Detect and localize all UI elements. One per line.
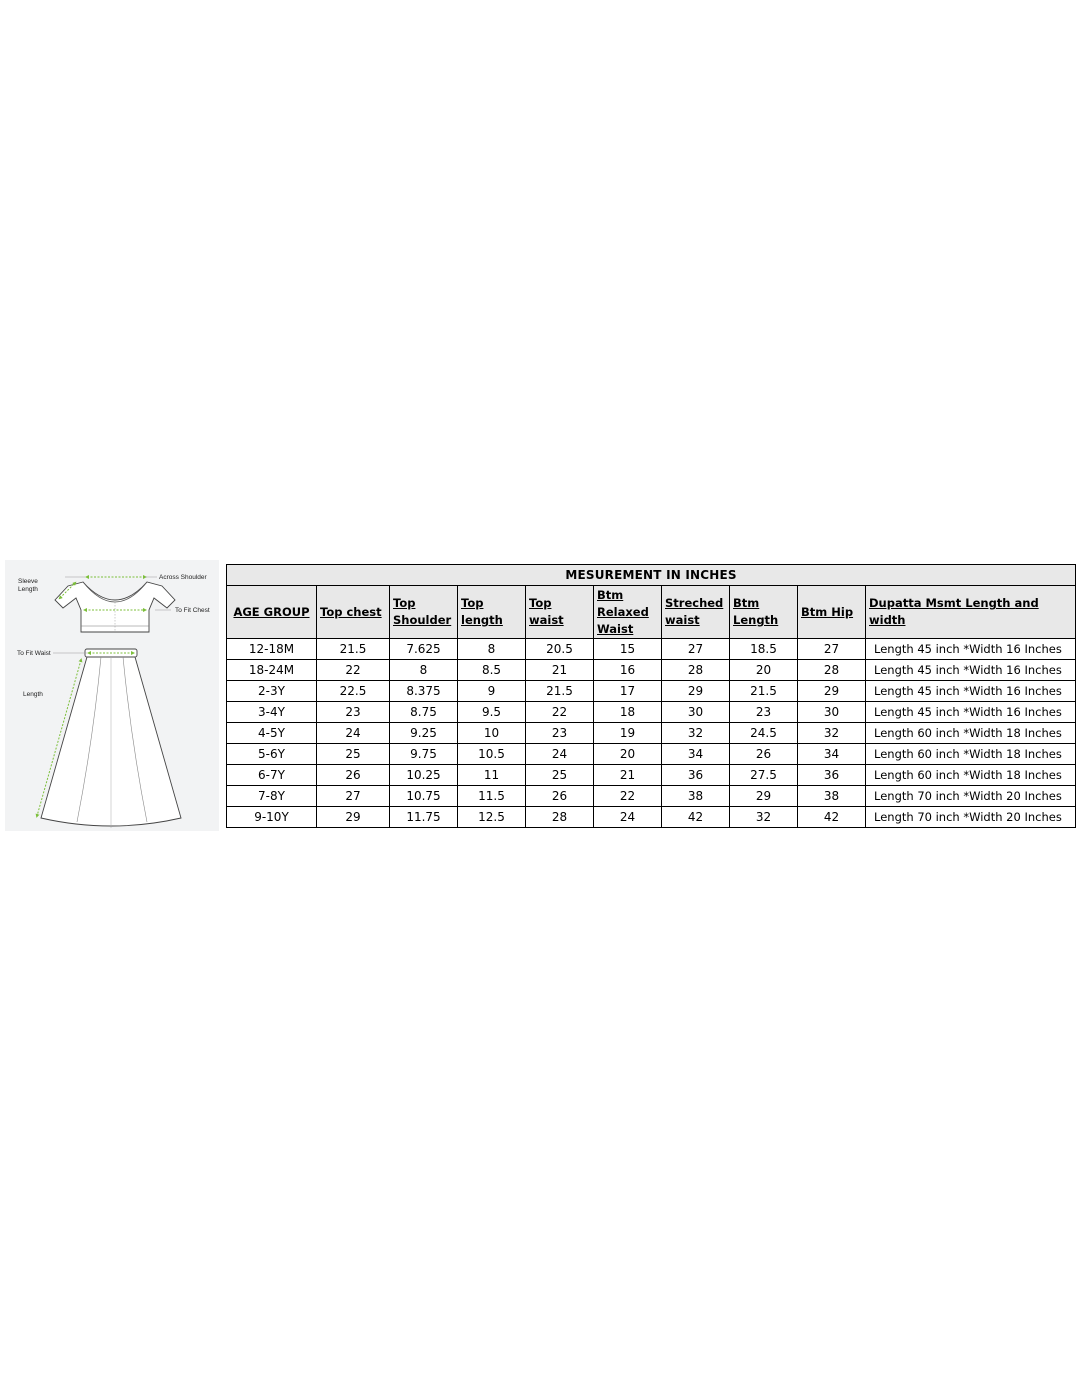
- table-row: [227, 786, 1076, 807]
- measurement-cell: 24: [594, 807, 662, 828]
- measurement-cell: 9.5: [458, 702, 526, 723]
- measurement-cell: 11: [458, 765, 526, 786]
- measurement-cell: 28: [662, 660, 730, 681]
- length-label: Length: [23, 691, 43, 698]
- measurement-cell: 26: [730, 744, 798, 765]
- measurement-cell: 8: [458, 639, 526, 660]
- column-header: [662, 586, 730, 639]
- table-row: [227, 639, 1076, 660]
- dupatta-size-cell: Length 60 inch *Width 18 Inches: [866, 723, 1076, 744]
- column-header-label: Length: [733, 613, 779, 627]
- dupatta-size-cell: Length 45 inch *Width 16 Inches: [866, 639, 1076, 660]
- table-title: MESUREMENT IN INCHES: [227, 565, 1076, 586]
- measurement-cell: 18.5: [730, 639, 798, 660]
- measurement-cell: 27.5: [730, 765, 798, 786]
- measurement-cell: 36: [662, 765, 730, 786]
- table-row: [227, 660, 1076, 681]
- measurement-cell: 17: [594, 681, 662, 702]
- column-header-label: Dupatta Msmt Length and width: [869, 596, 1039, 627]
- measurement-cell: 21.5: [317, 639, 390, 660]
- dupatta-size-cell: Length 60 inch *Width 18 Inches: [866, 744, 1076, 765]
- measurement-cell: 8.75: [390, 702, 458, 723]
- measurement-cell: 26: [526, 786, 594, 807]
- age-group-cell: 6-7Y: [227, 765, 317, 786]
- measurement-cell: 11.5: [458, 786, 526, 807]
- measurement-cell: 18: [594, 702, 662, 723]
- measurement-cell: 32: [798, 723, 866, 744]
- measurement-cell: 30: [798, 702, 866, 723]
- measurement-cell: 42: [798, 807, 866, 828]
- sleeve-length-label: Sleeve Length: [18, 578, 38, 593]
- measurement-cell: 21: [594, 765, 662, 786]
- measurement-cell: 23: [526, 723, 594, 744]
- measurement-cell: 32: [730, 807, 798, 828]
- measurement-cell: 11.75: [390, 807, 458, 828]
- measurement-cell: 21.5: [730, 681, 798, 702]
- table-row: [227, 723, 1076, 744]
- measurement-cell: 16: [594, 660, 662, 681]
- age-group-cell: 5-6Y: [227, 744, 317, 765]
- column-header-label: Shoulder: [393, 613, 452, 627]
- measurement-cell: 28: [526, 807, 594, 828]
- measurement-cell: 28: [798, 660, 866, 681]
- measurement-cell: 21: [526, 660, 594, 681]
- measurement-cell: 8: [390, 660, 458, 681]
- dupatta-size-cell: Length 70 inch *Width 20 Inches: [866, 786, 1076, 807]
- blouse-illustration: [55, 582, 175, 632]
- measurement-cell: 10.25: [390, 765, 458, 786]
- measurement-cell: 24.5: [730, 723, 798, 744]
- column-header-label: Top length: [461, 596, 503, 627]
- column-header: [594, 586, 662, 639]
- measurement-cell: 10.75: [390, 786, 458, 807]
- measurement-cell: 20.5: [526, 639, 594, 660]
- measurement-cell: 32: [662, 723, 730, 744]
- measurement-cell: 8.375: [390, 681, 458, 702]
- measurement-cell: 22: [317, 660, 390, 681]
- column-header-label: waist: [665, 613, 700, 627]
- measurement-cell: 24: [317, 723, 390, 744]
- measurement-cell: 9.25: [390, 723, 458, 744]
- age-group-cell: 4-5Y: [227, 723, 317, 744]
- measurement-cell: 27: [662, 639, 730, 660]
- measurement-cell: 23: [317, 702, 390, 723]
- column-header: [730, 586, 798, 639]
- measurement-cell: 8.5: [458, 660, 526, 681]
- column-header: [317, 586, 390, 639]
- measurement-cell: 38: [798, 786, 866, 807]
- table-row: [227, 765, 1076, 786]
- measurement-cell: 29: [317, 807, 390, 828]
- measurement-cell: 12.5: [458, 807, 526, 828]
- skirt-illustration: [41, 649, 181, 828]
- table-body: [227, 639, 1076, 828]
- age-group-cell: 12-18M: [227, 639, 317, 660]
- measurement-cell: 10: [458, 723, 526, 744]
- measurement-cell: 7.625: [390, 639, 458, 660]
- measurement-cell: 34: [662, 744, 730, 765]
- table-row: [227, 744, 1076, 765]
- column-header: [390, 586, 458, 639]
- measurement-cell: 25: [526, 765, 594, 786]
- column-header-label: Relaxed: [597, 604, 649, 619]
- age-group-cell: 18-24M: [227, 660, 317, 681]
- across-shoulder-label: Across Shoulder: [159, 574, 207, 581]
- column-header-label: Top chest: [320, 604, 382, 619]
- measurement-cell: 29: [798, 681, 866, 702]
- table-row: [227, 681, 1076, 702]
- measurement-cell: 21.5: [526, 681, 594, 702]
- column-header: [866, 586, 1076, 639]
- column-header: [458, 586, 526, 639]
- measurement-cell: 42: [662, 807, 730, 828]
- measurement-cell: 36: [798, 765, 866, 786]
- column-header-label: Btm: [733, 596, 760, 610]
- column-header-label: Streched: [665, 596, 724, 610]
- column-header-label: Waist: [597, 621, 634, 636]
- measurement-cell: 22: [594, 786, 662, 807]
- column-header: [798, 586, 866, 639]
- measurement-cell: 25: [317, 744, 390, 765]
- table-header-row: [227, 586, 1076, 639]
- garment-measurement-diagram: [5, 560, 219, 831]
- age-group-cell: 3-4Y: [227, 702, 317, 723]
- dupatta-size-cell: Length 45 inch *Width 16 Inches: [866, 681, 1076, 702]
- measurement-cell: 20: [730, 660, 798, 681]
- table-row: [227, 807, 1076, 828]
- measurement-cell: 15: [594, 639, 662, 660]
- age-group-cell: 2-3Y: [227, 681, 317, 702]
- column-header-label: Btm: [597, 587, 624, 602]
- measurement-cell: 26: [317, 765, 390, 786]
- measurement-cell: 10.5: [458, 744, 526, 765]
- measurement-cell: 27: [798, 639, 866, 660]
- column-header: [227, 586, 317, 639]
- measurement-cell: 9: [458, 681, 526, 702]
- column-header-label: AGE GROUP: [233, 604, 310, 619]
- measurement-cell: 34: [798, 744, 866, 765]
- to-fit-waist-label: To Fit Waist: [17, 650, 51, 657]
- measurement-cell: 22.5: [317, 681, 390, 702]
- measurement-cell: 22: [526, 702, 594, 723]
- table-row: [227, 702, 1076, 723]
- dupatta-size-cell: Length 45 inch *Width 16 Inches: [866, 702, 1076, 723]
- measurement-cell: 38: [662, 786, 730, 807]
- measurement-cell: 27: [317, 786, 390, 807]
- measurement-cell: 29: [662, 681, 730, 702]
- dupatta-size-cell: Length 45 inch *Width 16 Inches: [866, 660, 1076, 681]
- measurement-cell: 29: [730, 786, 798, 807]
- dupatta-size-cell: Length 70 inch *Width 20 Inches: [866, 807, 1076, 828]
- column-header-label: Top waist: [529, 596, 564, 627]
- column-header-label: Top: [393, 596, 416, 610]
- measurement-cell: 20: [594, 744, 662, 765]
- column-header-label: Btm Hip: [801, 604, 854, 619]
- age-group-cell: 9-10Y: [227, 807, 317, 828]
- measurement-cell: 19: [594, 723, 662, 744]
- age-group-cell: 7-8Y: [227, 786, 317, 807]
- size-chart-table: [226, 564, 1076, 828]
- measurement-cell: 23: [730, 702, 798, 723]
- measurement-cell: 24: [526, 744, 594, 765]
- to-fit-chest-label: To Fit Chest: [175, 607, 210, 614]
- measurement-cell: 9.75: [390, 744, 458, 765]
- dupatta-size-cell: Length 60 inch *Width 18 Inches: [866, 765, 1076, 786]
- measurement-cell: 30: [662, 702, 730, 723]
- column-header: [526, 586, 594, 639]
